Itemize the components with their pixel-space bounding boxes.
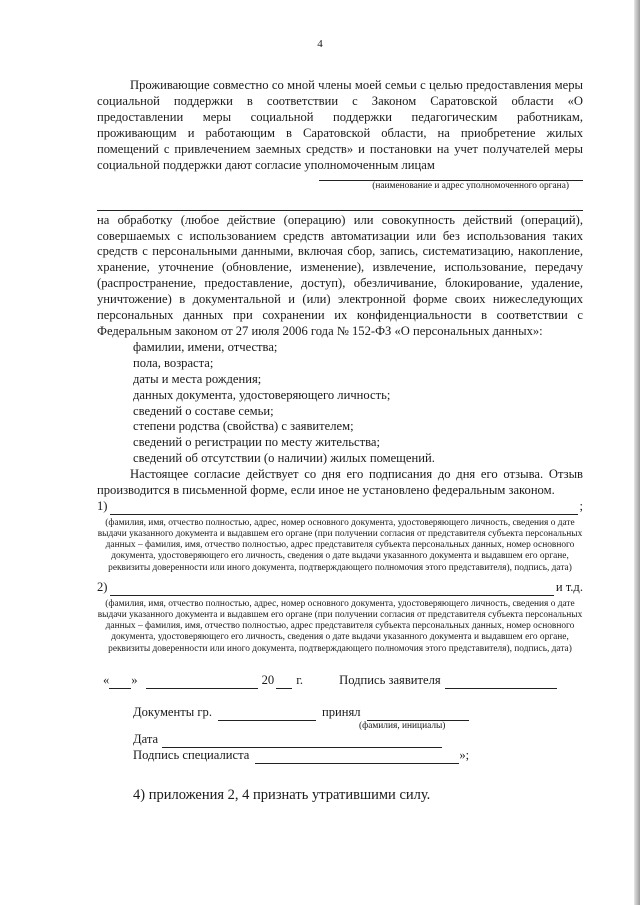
specialist-end: »; [459,747,470,762]
list-item: степени родства (свойства) с заявителем; [133,419,354,434]
scan-edge [634,0,640,905]
close-quote: » [131,672,138,687]
date-signature-row [97,673,583,689]
docs-label: Документы гр. [133,704,212,719]
date-label: Дата [133,731,159,746]
applicant-signature-field[interactable] [445,677,557,689]
date-row [133,732,583,748]
list-item: даты и места рождения; [133,371,262,386]
consent-2-number: 2) [97,579,108,594]
specialist-signature-field[interactable] [255,752,459,764]
list-item: сведений о регистрации по месту жительства; [133,435,380,450]
consent-2-row [97,580,583,596]
consent-1-caption: (фамилия, имя, отчество полностью, адрес, номер основного документа, удостоверяющего личность, сведения о дате выдачи указанного документа и выдавшем его органе (при получении согласия от представителя субъекта персональных данных – фамилия, имя, отчество полностью, адрес представителя субъекта персональных данных, номер основного документа, удостоверяющего его личность, сведения о дате выдачи указанного документа и выдавшем его органе, реквизиты доверенности или иного документа, подтверждающего полномочия этого представителя), подпись, дата) [97,517,583,573]
consent-1-number: 1) [97,498,108,513]
fio-caption: (фамилия, инициалы) [359,720,446,731]
list-item: сведений об отсутствии (о наличии) жилых помещений. [133,451,435,466]
list-item: сведений о составе семьи; [133,403,274,418]
open-quote: « [103,672,110,687]
specialist-row [133,748,583,764]
consent-2-caption: (фамилия, имя, отчество полностью, адрес, номер основного документа, удостоверяющего личность, сведения о дате выдачи указанного документа и выдавшем его органе (при получении согласия от представителя субъекта персональных данных – фамилия, имя, отчество полностью, адрес представителя субъекта персональных данных, номер основного документа, удостоверяющего его личность, сведения о дате выдачи указанного документа и выдавшем его органе, реквизиты доверенности или иного документа, подтверждающего полномочия этого представителя), подпись, дата) [97,598,583,654]
intro-paragraph: Проживающие совместно со мной члены моей семьи с целью предоставления меры социальной поддержки в соответствии с Законом Саратовской области «О предоставлении меры социальной поддержки педагогическим работникам, проживающим и работающим в Саратовской области, на приобретение жилых помещений с привлечением заемных средств» и постановки на учет получателей меры социальной поддержки дают согласие уполномоченным лицам [97,78,583,172]
processing-paragraph: на обработку (любое действие (операцию) или совокупность действий (операций), совершаемых с использованием средств автоматизации или без использования таких средств с персональными данными, включая сбор, запись, систематизацию, накопление, хранение, уточнение (обновление, изменение), извлечение, использование, передачу (распространение, предоставление, доступ), обезличивание, блокирование, удаление, уничтожение) в документальной и (или) электронной форме своих нижеследующих персональных данных при сохранении их конфиденциальности в соответствии с Федеральным законом от 27 июля 2006 года № 152-ФЗ «О персональных данных»: [97,212,583,338]
organ-field-line[interactable] [319,169,583,181]
document-body [97,78,583,804]
accepted-label: принял [321,704,361,719]
date-field[interactable] [162,736,442,748]
accepted-by-field[interactable] [367,709,469,721]
year-prefix: 20 [261,672,275,687]
consent-2-end: и т.д. [555,579,583,594]
consent-1-field[interactable] [110,503,578,515]
consent-2-field[interactable] [110,584,554,596]
consent-1-end: ; [579,498,583,513]
docs-block [97,705,583,764]
month-field[interactable] [146,677,258,689]
year-suffix: г. [296,672,304,687]
docs-name-field[interactable] [218,709,316,721]
organ-caption: (наименование и адрес уполномоченного органа) [372,181,569,192]
organ-field-line-2[interactable] [97,199,583,211]
year-field[interactable] [276,677,292,689]
specialist-label: Подпись специалиста [133,747,250,762]
docs-row [133,705,583,721]
day-field[interactable] [109,677,131,689]
page-number: 4 [317,38,323,50]
applicant-signature-label: Подпись заявителя [339,672,441,687]
list-item: фамилии, имени, отчества; [133,339,278,354]
validity-paragraph: Настоящее согласие действует со дня его подписания до дня его отзыва. Отзыв производится в письменной форме, если иное не установлено федеральным законом. [97,467,583,498]
data-items-list [97,340,583,467]
list-item: пола, возраста; [133,355,214,370]
consent-1-row [97,499,583,515]
list-item: данных документа, удостоверяющего личность; [133,387,391,402]
final-clause: 4) приложения 2, 4 признать утратившими силу. [133,786,431,803]
